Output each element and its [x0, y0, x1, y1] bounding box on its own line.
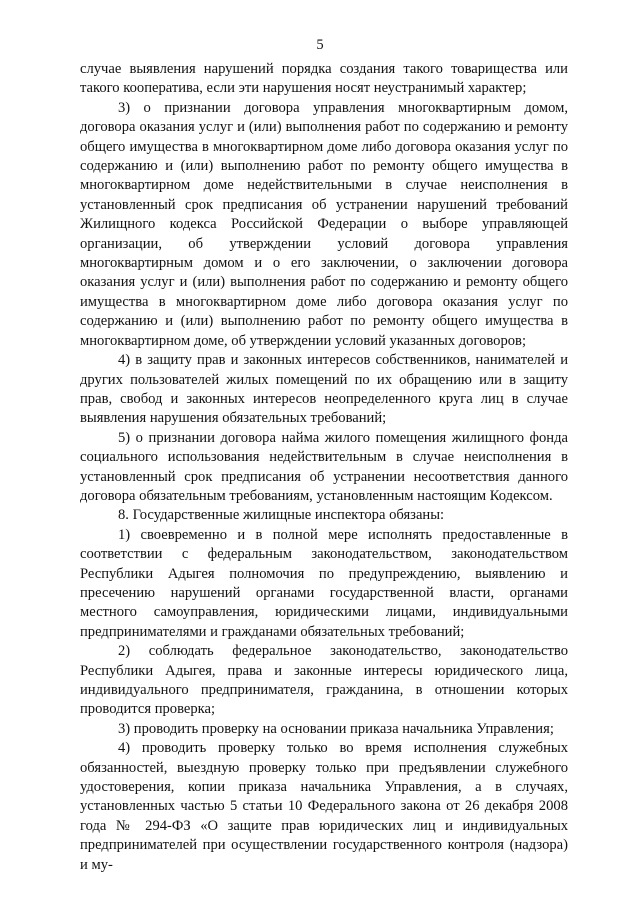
section-8-heading: 8. Государственные жилищные инспектора обязаны: — [118, 507, 445, 524]
paragraph-item-3: 3) о признании договора управления многоквартирным домом, договора оказания услуг и (или) выполнения работ по содержанию и ремонту общего имущества в многоквартирном доме либо договора оказания услуг по содержанию и (или) выполнению работ по ремонту общего имущества в многоквартирном доме недействительными в случае неисполнения в установленный срок предписания об устранении нарушений требований Жилищного кодекса Российской Федерации о выборе управляющей организации, об утверждении условий договора управления многоквартирным домом и о его заключении, о заключении договора оказания услуг и (или) выполнения работ по содержанию и ремонту общего имущества в многоквартирном доме либо договора оказания услуг по содержанию и (или) выполнению работ по ремонту общего имущества в многоквартирном доме, об утверждении условий указанных договоров; — [80, 99, 568, 349]
paragraph-item-4: 4) в защиту прав и законных интересов собственников, нанимателей и других пользователей жилых помещений по их обращению или в защиту прав, свобод и законных интересов неопределенного круга лиц в случае выявления нарушения обязательных требований; — [80, 352, 568, 427]
paragraph-item-5: 5) о признании договора найма жилого помещения жилищного фонда социального использования недействительным в случае неисполнения в установленный срок предписания об устранении несоответствия данного договора обязательным требованиям, установленным настоящим Кодексом. — [80, 429, 568, 504]
page-number: 5 — [316, 37, 324, 53]
paragraph-continuation: случае выявления нарушений порядка создания такого товарищества или такого кооператива, если эти нарушения носят неустранимый характер; — [80, 61, 568, 97]
document-body — [80, 60, 568, 875]
section-8-item-2: 2) соблюдать федеральное законодательство, законодательство Республики Адыгея, права и законные интересы юридического лица, индивидуального предпринимателя, гражданина, в отношении которых проводится проверка; — [80, 643, 568, 718]
section-8-item-3: 3) проводить проверку на основании приказа начальника Управления; — [118, 720, 554, 737]
section-8-item-4: 4) проводить проверку только во время исполнения служебных обязанностей, выездную проверку только при предъявлении служебного удостоверения, копии приказа начальника Управления, а в случаях, установленных частью 5 статьи 10 Федерального закона от 26 декабря 2008 года № 294-ФЗ «О защите прав юридических лиц и индивидуальных предпринимателей при осуществлении государственного контроля (надзора) и му- — [80, 740, 568, 873]
section-8-item-1: 1) своевременно и в полной мере исполнять предоставленные в соответствии с федеральным законодательством, законодательством Республики Адыгея полномочия по предупреждению, выявлению и пресечению нарушений органами государственной власти, органами местного самоуправления, юридическими лицами, индивидуальными предпринимателями и гражданами обязательных требований; — [80, 526, 568, 640]
